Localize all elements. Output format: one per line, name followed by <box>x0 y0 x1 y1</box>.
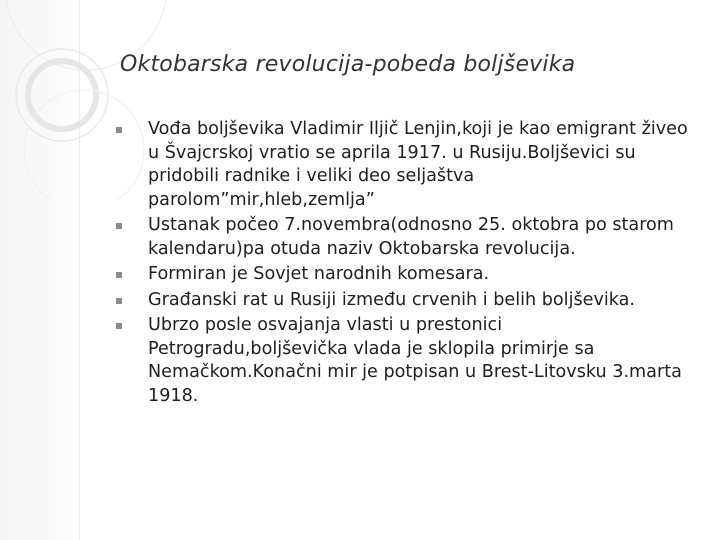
square-bullet-icon <box>116 323 122 329</box>
bullet-item <box>110 118 700 212</box>
square-bullet-icon <box>116 127 122 133</box>
slide-title: Oktobarska revolucija-pobeda boljševika <box>120 52 576 77</box>
square-bullet-icon <box>116 298 122 304</box>
bullet-item <box>110 289 700 313</box>
square-bullet-icon <box>116 272 122 278</box>
bullet-list <box>110 118 700 408</box>
square-bullet-icon <box>116 223 122 229</box>
bullet-item <box>110 263 700 287</box>
bullet-text: Formiran je Sovjet narodnih komesara. <box>148 264 490 284</box>
bullet-text: Građanski rat u Rusiji između crvenih i belih boljševika. <box>148 289 636 310</box>
bullet-text: Ubrzo posle osvajanja vlasti u prestonici Petrogradu,boljševička vlada je sklopila primirje sa Nemačkom.Konačni mir je potpisan u Brest-Litovsku 3.marta 1918. <box>148 315 682 406</box>
bullet-text: Vođa boljševika Vladimir Iljič Lenjin,koji je kao emigrant živeo u Švajcrskoj vratio se aprila 1917. u Rusiju.Boljševici su pridobili radnike i veliki deo seljaštva parolom”mir,hleb,zemlja” <box>148 119 688 210</box>
bullet-text: Ustanak počeo 7.novembra(odnosno 25. oktobra po starom kalendaru)pa otuda naziv Oktobarska revolucija. <box>148 215 674 259</box>
bullet-item <box>110 214 700 261</box>
bullet-item <box>110 314 700 408</box>
